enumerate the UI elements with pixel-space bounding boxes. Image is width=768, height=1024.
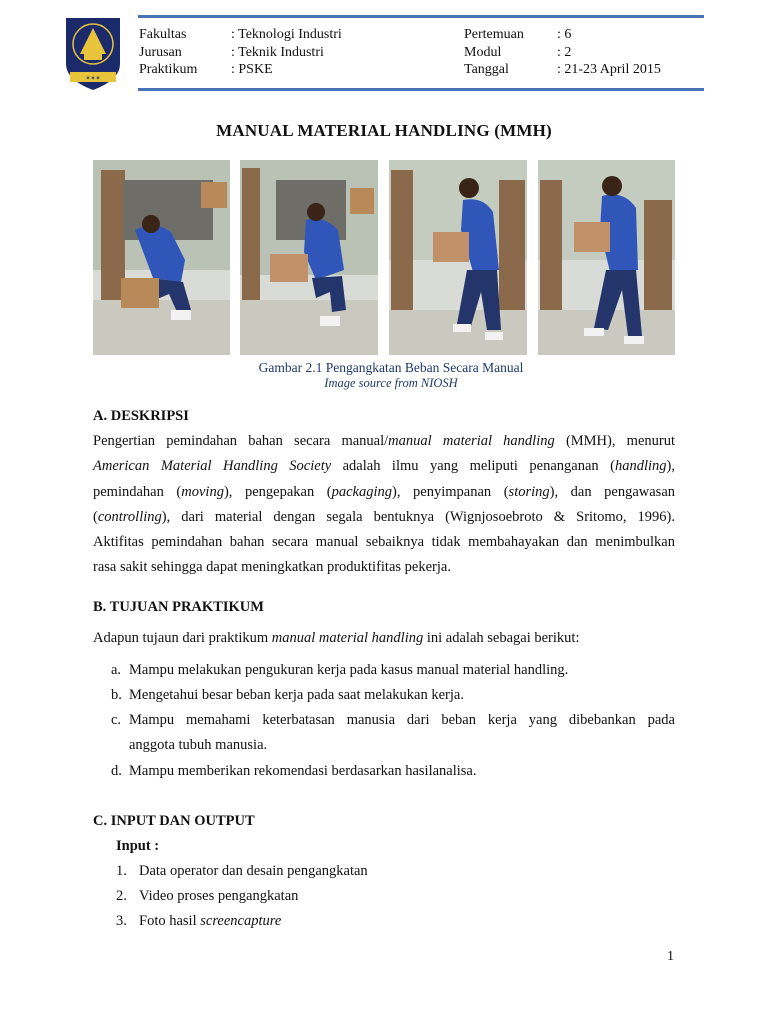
section-c-heading: C. INPUT DAN OUTPUT (93, 813, 255, 829)
list-item-emphasis: screencapture (200, 913, 282, 929)
body-text: ), dari material dengan segala bentuknya (Wignjosoebroto & Sritomo, 1996). (161, 508, 675, 525)
emphasis-text: handling (614, 458, 667, 475)
header-bottom-rule (138, 88, 704, 91)
list-item: Mampu memahami keterbatasan manusia dari beban kerja yang dibebankan pada (129, 712, 675, 728)
paragraph-line (93, 555, 675, 580)
section-a-paragraph (93, 429, 675, 581)
list-item-continuation: anggota tubuh manusia. (129, 737, 268, 753)
list-marker: 2. (116, 888, 127, 904)
body-text: rasa sakit sehingga dapat meningkatkan produktifitas pekerja. (93, 559, 451, 576)
label-modul: Modul (464, 44, 502, 60)
paragraph-line (93, 530, 675, 555)
body-text: ), penyimpanan ( (392, 483, 509, 500)
university-logo (62, 14, 124, 92)
section-b-intro (93, 630, 579, 647)
lifting-photo-1 (93, 160, 230, 355)
lifting-photo-4 (538, 160, 675, 355)
list-marker: 1. (116, 863, 127, 879)
label-praktikum: Praktikum (139, 62, 198, 77)
input-subheading: Input : (116, 838, 160, 854)
list-item: Data operator dan desain pengangkatan (139, 863, 368, 879)
intro-text-end: ini adalah sebagai berikut: (423, 630, 580, 646)
label-tanggal: Tanggal (464, 62, 509, 77)
document-title: MANUAL MATERIAL HANDLING (MMH) (216, 121, 552, 140)
emphasis-text: packaging (331, 483, 393, 500)
figure-caption: Gambar 2.1 Pengangkatan Beban Secara Manual (258, 360, 524, 375)
svg-text:✶✶✶: ✶✶✶ (85, 76, 101, 82)
list-marker: d. (111, 763, 122, 779)
body-text: (MMH), menurut (554, 433, 675, 449)
paragraph-line (93, 429, 675, 454)
list-marker: b. (111, 687, 122, 703)
list-marker: c. (111, 712, 122, 728)
label-fakultas: Fakultas (139, 27, 187, 42)
body-text: Aktifitas pemindahan bahan secara manual sebaiknya tidak membahayakan dan menimbulkan (93, 534, 675, 551)
value-modul: : 2 (557, 44, 572, 60)
list-item: Mengetahui besar beban kerja pada saat melakukan kerja. (129, 687, 464, 703)
paragraph-line (93, 454, 675, 479)
header-values-left (231, 26, 342, 79)
header-top-rule (138, 15, 704, 18)
lifting-photo-2 (240, 160, 378, 355)
label-jurusan: Jurusan (139, 44, 182, 60)
header-labels-right (464, 26, 524, 79)
list-item: Mampu memberikan rekomendasi berdasarkan hasilanalisa. (129, 763, 477, 779)
list-marker: 3. (116, 913, 127, 929)
section-a-heading: A. DESKRIPSI (93, 408, 189, 424)
list-item: Video proses pengangkatan (139, 888, 299, 904)
paragraph-line (93, 505, 675, 530)
value-tanggal: : 21-23 April 2015 (557, 62, 661, 77)
intro-text: Adapun tujaun dari praktikum (93, 630, 272, 646)
emphasis-text: American Material Handling Society (93, 458, 332, 475)
list-marker: a. (111, 662, 122, 678)
intro-emphasis: manual material handling (271, 630, 424, 646)
page-number: 1 (667, 949, 674, 964)
figure-source: Image source from NIOSH (324, 376, 458, 390)
emphasis-text: manual material handling (388, 433, 555, 449)
list-item-text: Foto hasil (139, 913, 201, 929)
body-text: ), (666, 458, 675, 475)
emphasis-text: storing (508, 483, 550, 500)
emphasis-text: controlling (97, 508, 162, 525)
value-fakultas: : Teknologi Industri (231, 27, 342, 42)
body-text: Pengertian pemindahan bahan secara manual/ (93, 433, 389, 449)
body-text: adalah ilmu yang meliputi penanganan ( (331, 458, 615, 475)
value-jurusan: : Teknik Industri (231, 44, 324, 60)
value-pertemuan: : 6 (557, 27, 572, 42)
lifting-photo-3 (389, 160, 527, 355)
list-item (139, 913, 281, 930)
section-b-heading: B. TUJUAN PRAKTIKUM (93, 599, 264, 615)
label-pertemuan: Pertemuan (464, 27, 524, 42)
body-text: ), dan pengawasan (549, 483, 676, 500)
body-text: ), pengepakan ( (223, 483, 332, 500)
value-praktikum: : PSKE (231, 62, 273, 77)
list-item: Mampu melakukan pengukuran kerja pada kasus manual material handling. (129, 662, 569, 678)
body-text: pemindahan ( (93, 483, 182, 500)
header-values-right (557, 26, 661, 79)
body-text: ( (93, 508, 98, 525)
emphasis-text: moving (181, 483, 224, 500)
header-labels-left (139, 26, 197, 79)
paragraph-line (93, 480, 675, 505)
